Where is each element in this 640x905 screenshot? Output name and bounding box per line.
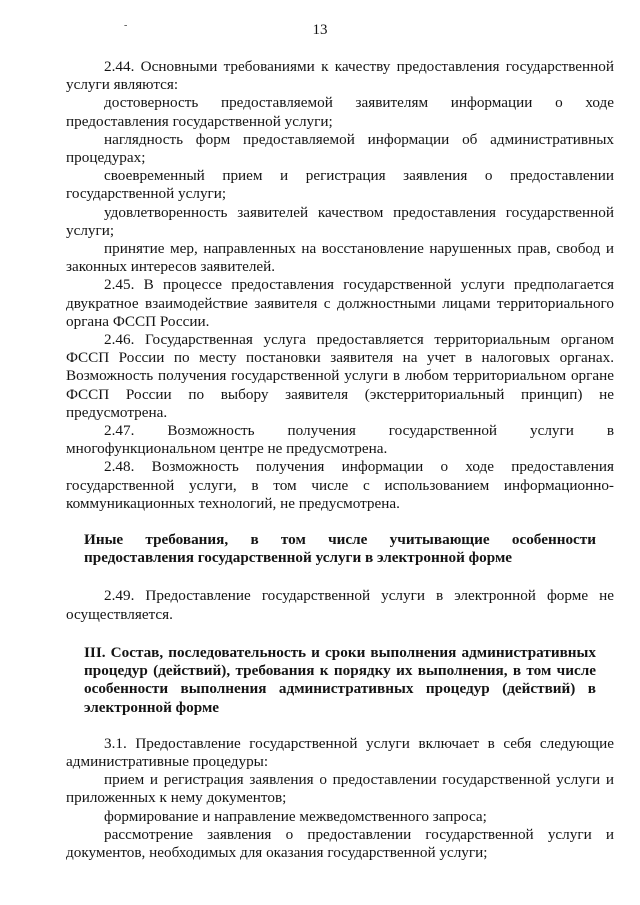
paragraph-2-45: 2.45. В процессе предоставления государственной услуги предполагается двукратное взаимодействие заявителя с должностными лицами территориального органа ФССП России. [66,276,614,330]
list-item: удовлетворенность заявителей качеством предоставления государственной услуги; [66,203,614,239]
scan-mark: - [124,20,128,31]
list-item: формирование и направление межведомственного запроса; [104,807,487,825]
section-heading-iii: III. Состав, последовательность и сроки выполнения административных процедур (действий), требования к порядку их выполнения, в том числе особенности выполнения административных процедур (действий) в электронной форме [84,643,596,716]
paragraph-2-47: 2.47. Возможность получения государственной услуги в многофункциональном центре не предусмотрена. [66,422,614,458]
paragraph-2-46: 2.46. Государственная услуга предоставляется территориальным органом ФССП России по месту постановки заявителя на учет в налоговых органах. Возможность получения государственной услуги в любом территориальном органе ФССП России по выбору заявителя (экстерриториальный принцип) не предусмотрена. [66,331,614,421]
list-item: принятие мер, направленных на восстановление нарушенных прав, свобод и законных интересов заявителей. [66,240,614,276]
list-item: своевременный прием и регистрация заявления о предоставлении государственной услуги; [66,167,614,203]
paragraph-3-1: 3.1. Предоставление государственной услуги включает в себя следующие административные процедуры: [66,734,614,770]
list-item: достоверность предоставляемой заявителям информации о ходе предоставления государственной услуги; [66,94,614,130]
list-item: наглядность форм предоставляемой информации об административных процедурах; [66,130,614,167]
list-item: прием и регистрация заявления о предоставлении государственной услуги и приложенных к нему документов; [66,771,614,807]
section-heading-electronic: Иные требования, в том числе учитывающие особенности предоставления государственной услуги в электронной форме [84,531,596,567]
paragraph-2-44: 2.44. Основными требованиями к качеству предоставления государственной услуги являются: [66,58,614,94]
paragraph-2-48: 2.48. Возможность получения информации о ходе предоставления государственной услуги, в том числе с использованием информационно-коммуникационных технологий, не предусмотрена. [66,458,614,512]
list-item: рассмотрение заявления о предоставлении государственной услуги и документов, необходимых для оказания государственной услуги; [66,825,614,861]
page-number: 13 [312,22,328,38]
paragraph-2-49: 2.49. Предоставление государственной услуги в электронной форме не осуществляется. [66,587,614,623]
document-body [66,58,614,862]
